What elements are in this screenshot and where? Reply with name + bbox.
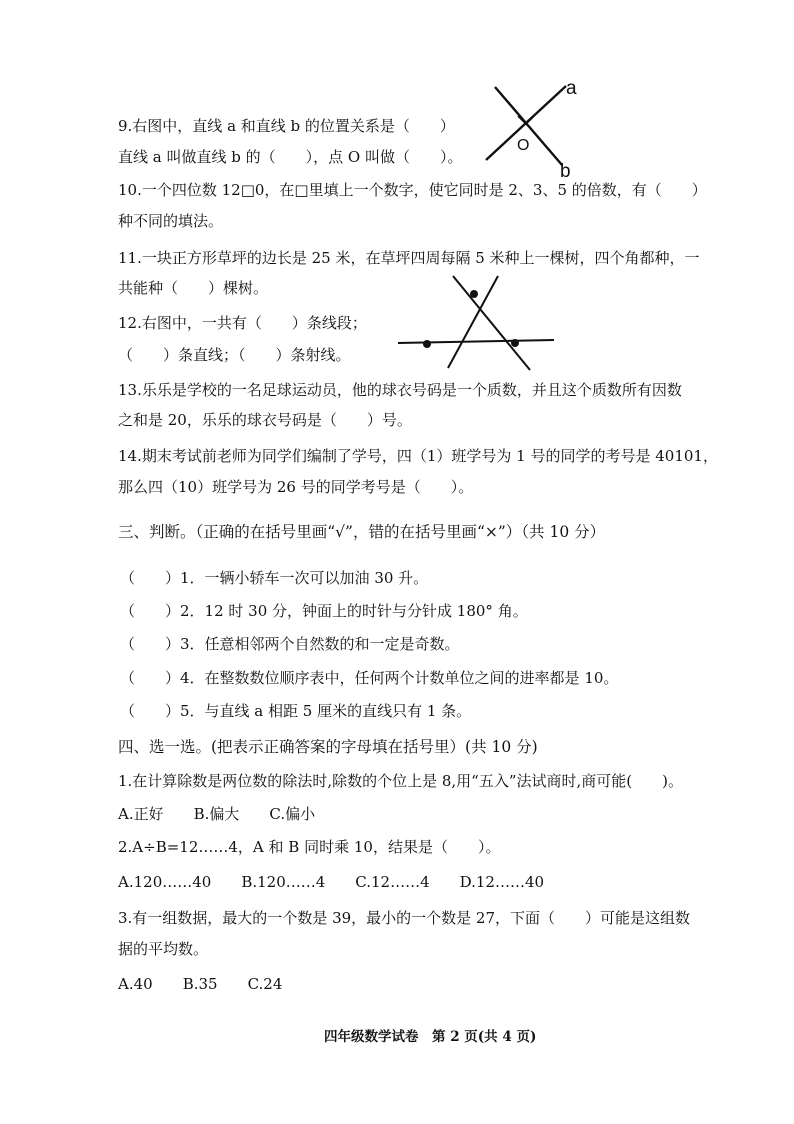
- q10-line1: 10.一个四位数 12□0，在□里填上一个数字，使它同时是 2、3、5 的倍数，有（ ）: [118, 181, 707, 199]
- section4-heading: 四、选一选。(把表示正确答案的字母填在括号里）(共 10 分): [118, 738, 538, 756]
- point-top: [470, 290, 478, 298]
- choice-q1-options: A.正好 B.偏大 C.偏小: [118, 805, 316, 823]
- point-right: [511, 339, 519, 347]
- judge-item: （ ）4．在整数数位顺序表中，任何两个计数单位之间的进率都是 10。: [120, 669, 619, 687]
- choice-q2-stem: 2.A÷B=12……4，A 和 B 同时乘 10，结果是（ ）。: [118, 838, 501, 856]
- q14-line1: 14.期末考试前老师为同学们编制了学号，四（1）班学号为 1 号的同学的考号是 40101，: [118, 447, 718, 465]
- q9-perpendicular-figure: [480, 78, 590, 182]
- judge-item: （ ）1．一辆小轿车一次可以加油 30 升。: [120, 569, 429, 587]
- choice-q3-options: A.40 B.35 C.24: [118, 975, 283, 993]
- label-b: b: [560, 161, 571, 182]
- judge-item: （ ）2．12 时 30 分，钟面上的时针与分针成 180° 角。: [120, 602, 528, 620]
- q11-line1: 11.一块正方形草坪的边长是 25 米，在草坪四周每隔 5 米种上一棵树，四个角都种，一: [118, 249, 700, 267]
- q14-line2: 那么四（10）班学号为 26 号的同学考号是（ ）。: [118, 478, 474, 496]
- q11-line2: 共能种（ ）棵树。: [118, 279, 269, 297]
- line-bottom: [398, 340, 554, 343]
- choice-q2-options: A.120……40 B.120……4 C.12……4 D.12……40: [118, 873, 545, 891]
- q13-line2: 之和是 20，乐乐的球衣号码是（ ）号。: [118, 411, 412, 429]
- q9-line1: 9.右图中，直线 a 和直线 b 的位置关系是（ ）: [118, 117, 455, 135]
- point-left: [423, 340, 431, 348]
- q9-line2: 直线 a 叫做直线 b 的（ ），点 O 叫做（ ）。: [118, 148, 463, 166]
- q10-line2: 种不同的填法。: [118, 212, 224, 230]
- q13-line1: 13.乐乐是学校的一名足球运动员，他的球衣号码是一个质数，并且这个质数所有因数: [118, 381, 682, 399]
- page-footer: 四年级数学试卷 第 2 页(共 4 页): [324, 1029, 537, 1045]
- choice-q3-line2: 据的平均数。: [118, 940, 209, 958]
- label-o: O: [517, 137, 530, 154]
- choice-q1-stem: 1.在计算除数是两位数的除法时,除数的个位上是 8,用“五入”法试商时,商可能( )。: [118, 772, 683, 790]
- judge-item: （ ）5．与直线 a 相距 5 厘米的直线只有 1 条。: [120, 702, 472, 720]
- q12-triangle-lines-figure: [390, 270, 560, 380]
- q12-line2: （ ）条直线；（ ）条射线。: [118, 346, 351, 364]
- judge-item: （ ）3．任意相邻两个自然数的和一定是奇数。: [120, 635, 460, 653]
- q12-line1: 12.右图中，一共有（ ）条线段；: [118, 314, 367, 332]
- choice-q3-line1: 3.有一组数据，最大的一个数是 39，最小的一个数是 27，下面（ ）可能是这组数: [118, 909, 691, 927]
- label-a: a: [566, 78, 577, 99]
- line-right: [453, 276, 530, 370]
- section3-heading: 三、判断。（正确的在括号里画“√”，错的在括号里画“×”）（共 10 分）: [118, 523, 606, 541]
